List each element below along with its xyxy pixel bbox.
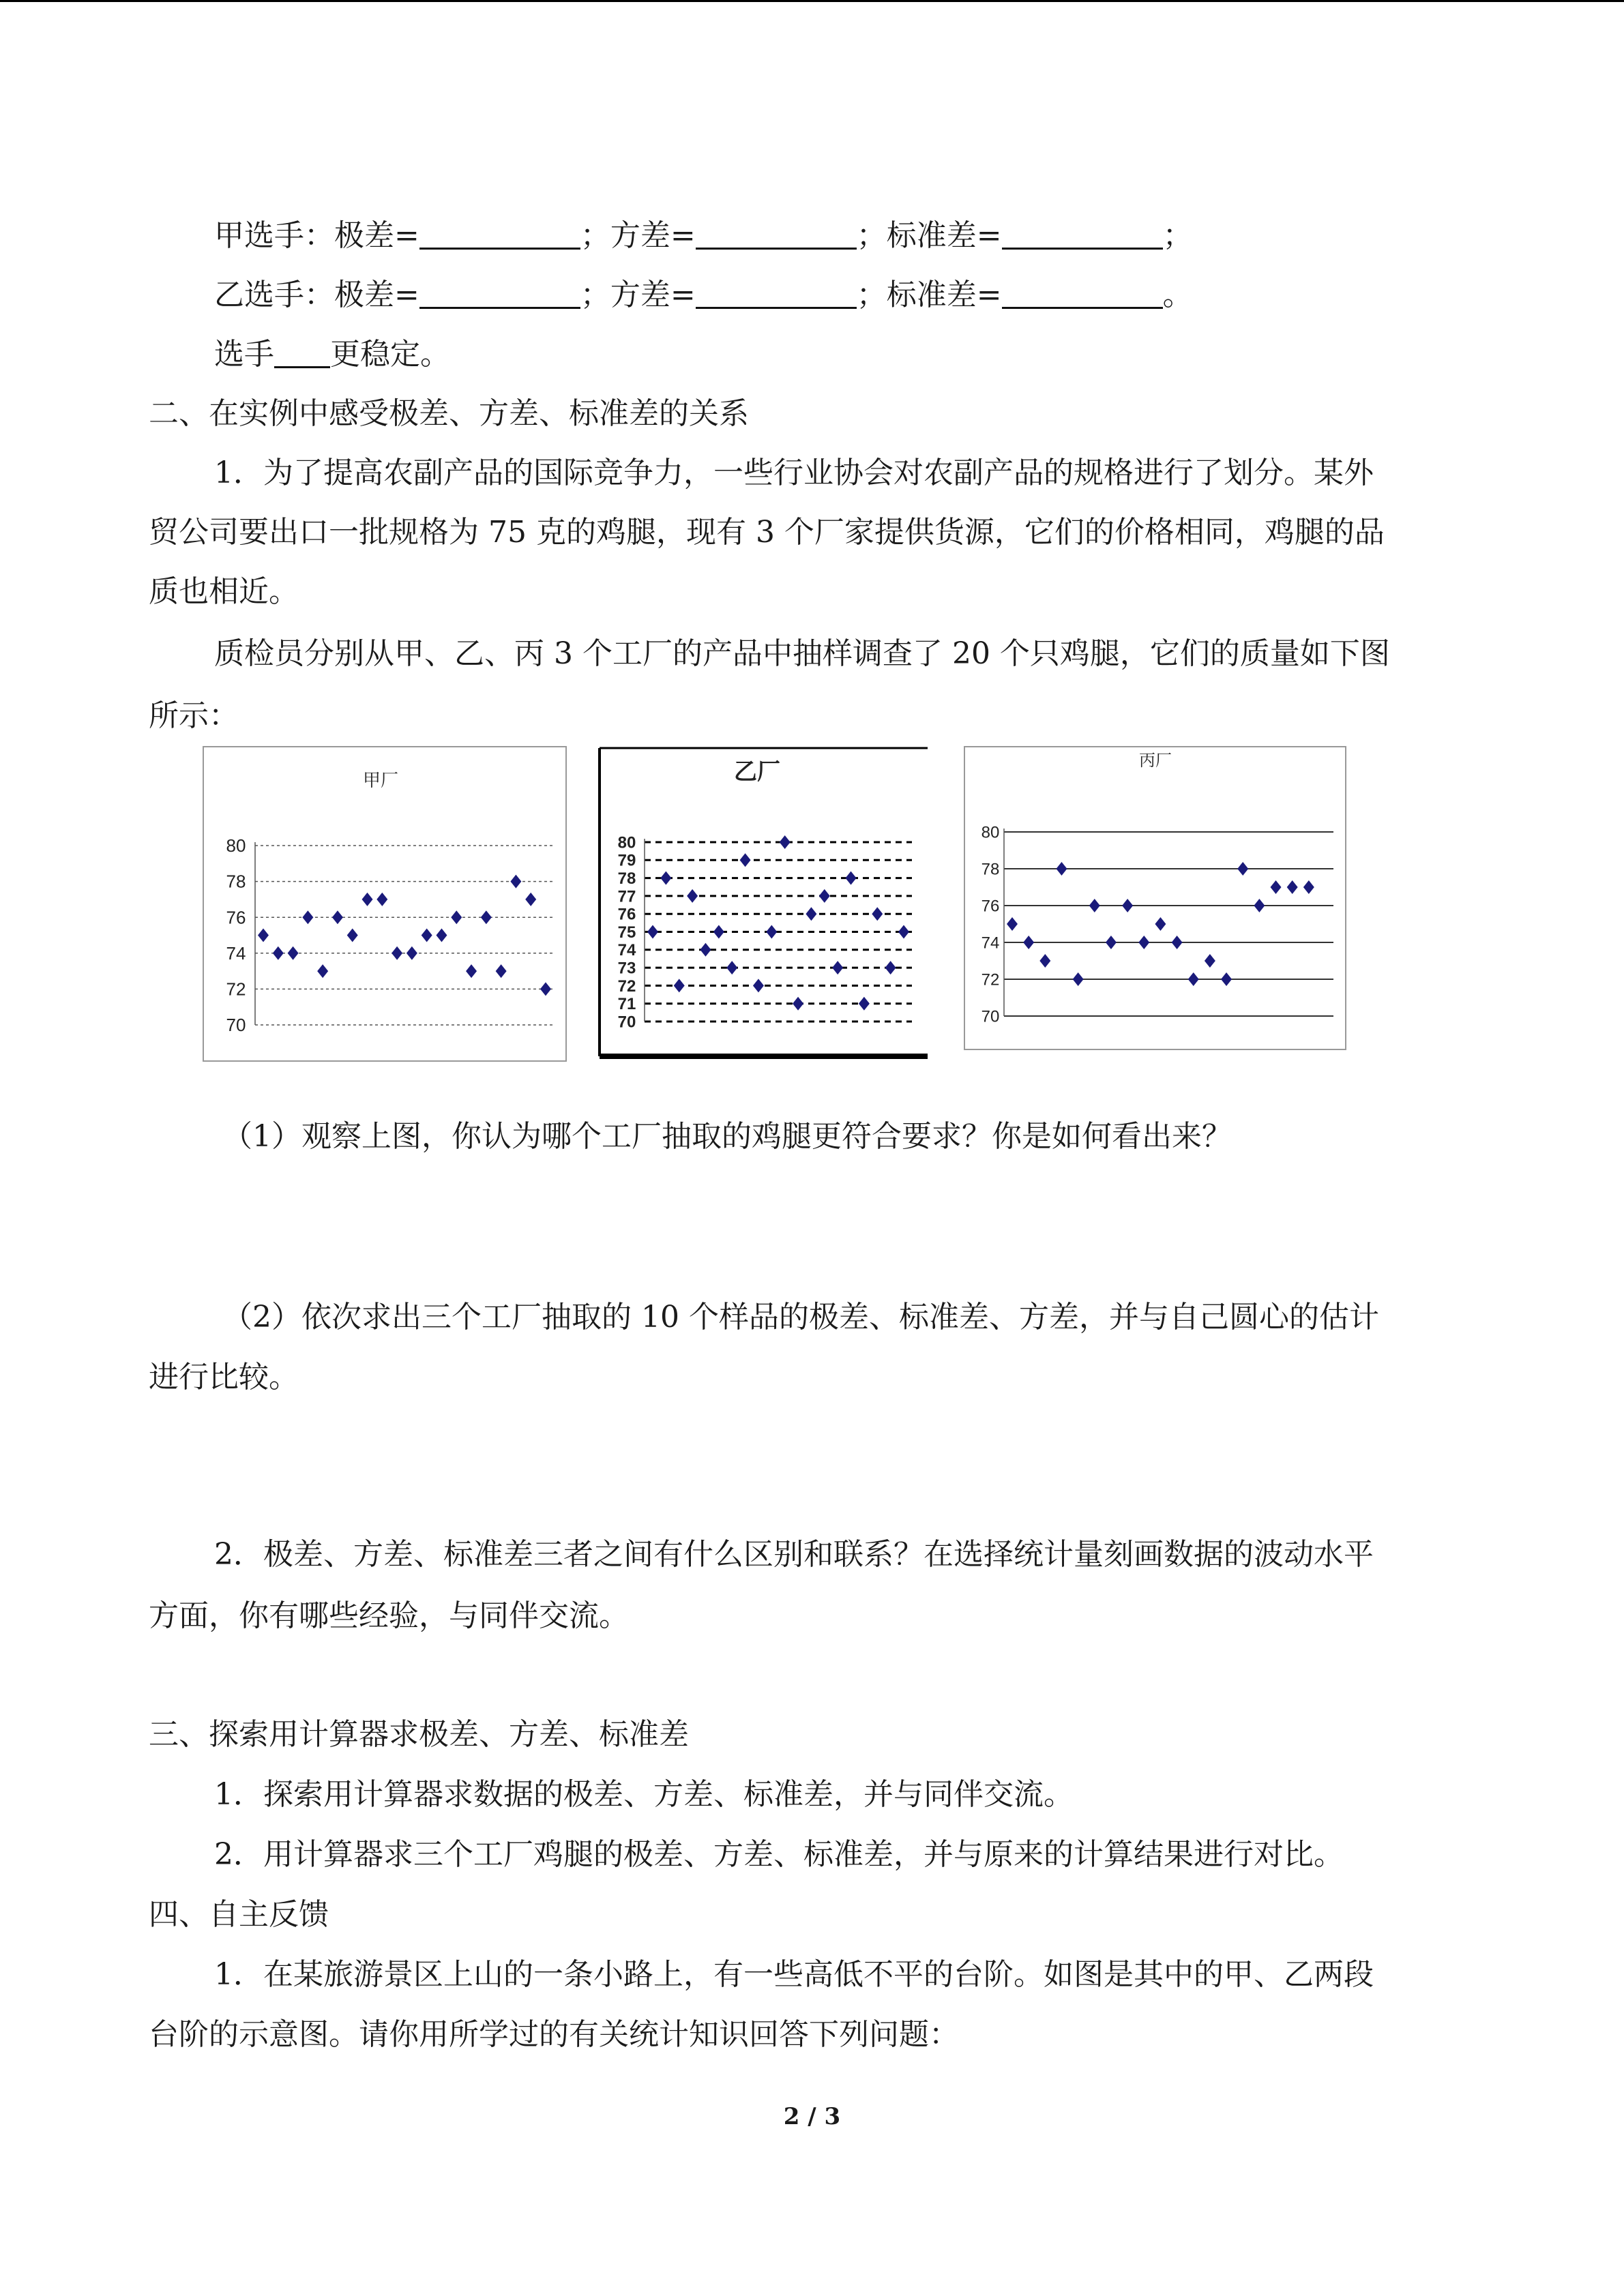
section-4-title: 四、自主反馈 bbox=[149, 1897, 329, 1932]
y-tick-label: 74 bbox=[617, 941, 636, 960]
y-tick-label: 76 bbox=[226, 907, 246, 928]
jia-range-blank[interactable] bbox=[419, 219, 580, 250]
y-tick-label: 70 bbox=[981, 1007, 1000, 1026]
y-tick-label: 74 bbox=[981, 934, 1000, 953]
chart-bing bbox=[963, 745, 1347, 1051]
chart-title: 甲厂 bbox=[362, 771, 399, 791]
question-stable bbox=[214, 334, 450, 375]
y-tick-label: 72 bbox=[981, 970, 1000, 989]
y-tick-label: 75 bbox=[617, 923, 636, 942]
chart-frame bbox=[964, 747, 1346, 1049]
y-tick-label: 72 bbox=[617, 976, 636, 996]
y-tick-label: 76 bbox=[617, 905, 636, 924]
jia-end-punct: ； bbox=[1162, 218, 1193, 253]
y-tick-label: 78 bbox=[226, 871, 246, 892]
s3-para2: 2．用计算器求三个工厂鸡腿的极差、方差、标准差，并与原来的计算结果进行对比。 bbox=[214, 1837, 1344, 1872]
y-tick-label: 78 bbox=[617, 869, 636, 888]
page-number: 2 / 3 bbox=[783, 2103, 841, 2130]
y-tick-label: 80 bbox=[226, 835, 246, 856]
chart-jia bbox=[202, 745, 569, 1064]
y-tick-label: 72 bbox=[226, 979, 246, 1000]
stable-suffix: 更稳定。 bbox=[330, 337, 450, 372]
question-yi bbox=[214, 275, 1193, 316]
y-tick-label: 79 bbox=[617, 851, 636, 870]
page-top-border bbox=[0, 0, 1624, 2]
s2-para3-line1: 2．极差、方差、标准差三者之间有什么区别和联系？在选择统计量刻画数据的波动水平 bbox=[214, 1537, 1374, 1572]
s3-para1: 1．探索用计算器求数据的极差、方差、标准差，并与同伴交流。 bbox=[214, 1777, 1074, 1812]
chart-yi bbox=[597, 745, 928, 1059]
y-tick-label: 76 bbox=[981, 897, 1000, 916]
jia-variance-label: ；方差= bbox=[580, 218, 696, 253]
s4-para1-line2: 台阶的示意图。请你用所学过的有关统计知识回答下列问题： bbox=[149, 2017, 959, 2052]
stable-prefix: 选手 bbox=[214, 337, 274, 372]
question-2-line2: 进行比较。 bbox=[149, 1360, 299, 1395]
chart-bg bbox=[597, 745, 928, 1059]
yi-end-punct: 。 bbox=[1162, 278, 1193, 312]
chart-bing-svg bbox=[963, 745, 1347, 1051]
chart-yi-svg bbox=[597, 745, 928, 1059]
question-jia bbox=[214, 215, 1193, 256]
s2-para2-line2: 所示： bbox=[149, 698, 239, 733]
yi-std-label: ；标准差= bbox=[856, 278, 1002, 312]
question-1: （1）观察上图，你认为哪个工厂抽取的鸡腿更符合要求？你是如何看出来？ bbox=[222, 1119, 1232, 1154]
yi-variance-label: ；方差= bbox=[580, 278, 696, 312]
chart-title: 丙厂 bbox=[1139, 751, 1172, 770]
yi-range-label: 乙选手：极差= bbox=[214, 278, 419, 312]
jia-variance-blank[interactable] bbox=[696, 219, 857, 250]
chart-title: 乙厂 bbox=[734, 758, 780, 786]
jia-range-label: 甲选手：极差= bbox=[214, 218, 419, 253]
stable-blank[interactable] bbox=[274, 338, 330, 368]
chart-jia-svg bbox=[202, 745, 569, 1064]
s4-para1-line1: 1．在某旅游景区上山的一条小路上，有一些高低不平的台阶。如图是其中的甲、乙两段 bbox=[214, 1957, 1374, 1992]
y-tick-label: 80 bbox=[617, 833, 636, 852]
s2-para1-line2: 贸公司要出口一批规格为 75 克的鸡腿，现有 3 个厂家提供货源，它们的价格相同，鸡腿的品 bbox=[149, 515, 1385, 550]
yi-variance-blank[interactable] bbox=[696, 278, 857, 309]
chart-frame bbox=[203, 747, 566, 1061]
y-tick-label: 71 bbox=[617, 995, 636, 1014]
s2-para2-line1: 质检员分别从甲、乙、丙 3 个工厂的产品中抽样调查了 20 个只鸡腿，它们的质量如下图 bbox=[214, 636, 1390, 671]
y-tick-label: 80 bbox=[981, 823, 1000, 842]
y-tick-label: 73 bbox=[617, 959, 636, 978]
y-tick-label: 70 bbox=[617, 1013, 636, 1032]
question-2-line1: （2）依次求出三个工厂抽取的 10 个样品的极差、标准差、方差，并与自己圆心的估计 bbox=[222, 1300, 1379, 1335]
section-2-title: 二、在实例中感受极差、方差、标准差的关系 bbox=[149, 396, 749, 431]
y-tick-label: 74 bbox=[226, 942, 246, 964]
section-3-title: 三、探索用计算器求极差、方差、标准差 bbox=[149, 1717, 689, 1752]
y-tick-label: 77 bbox=[617, 887, 636, 906]
s2-para1-line3: 质也相近。 bbox=[149, 574, 299, 609]
yi-std-blank[interactable] bbox=[1002, 278, 1163, 309]
yi-range-blank[interactable] bbox=[419, 278, 580, 309]
y-tick-label: 70 bbox=[226, 1015, 246, 1036]
jia-std-label: ；标准差= bbox=[856, 218, 1002, 253]
s2-para1-line1: 1．为了提高农副产品的国际竞争力，一些行业协会对农副产品的规格进行了划分。某外 bbox=[214, 456, 1374, 490]
jia-std-blank[interactable] bbox=[1002, 219, 1163, 250]
s2-para3-line2: 方面，你有哪些经验，与同伴交流。 bbox=[149, 1598, 629, 1633]
y-tick-label: 78 bbox=[981, 860, 1000, 879]
